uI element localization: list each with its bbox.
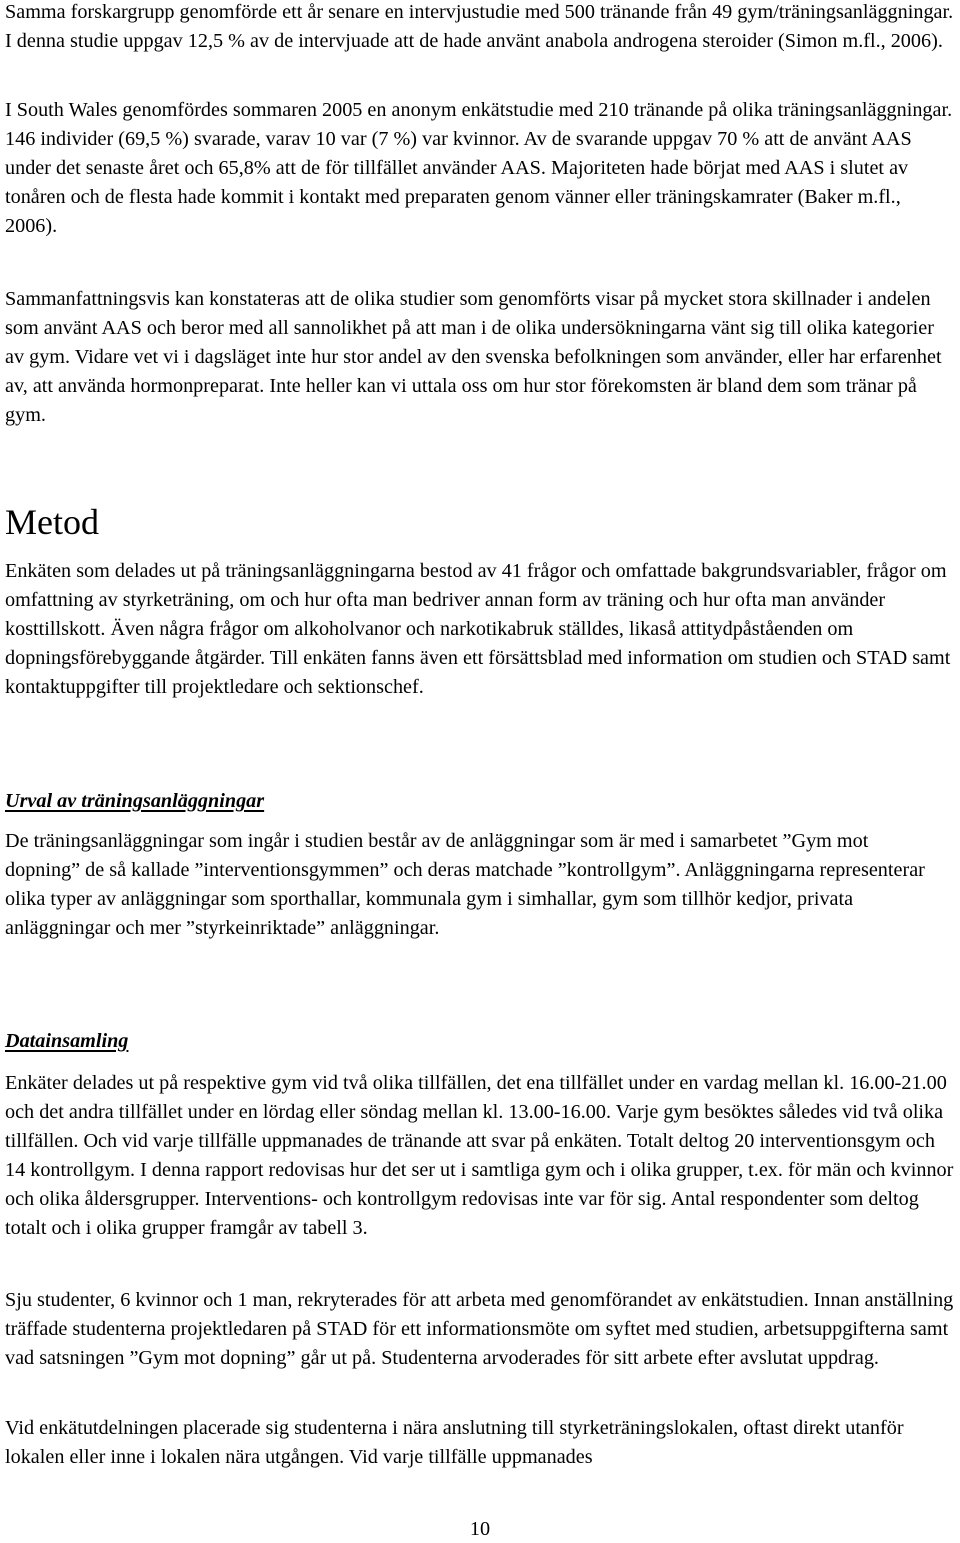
paragraph-survey-description: Enkäten som delades ut på träningsanläggningarna bestod av 41 frågor och omfattade bakgrundsvariabler, frågor om omfattning av styrketräning, om och hur ofta man bedriver annan form av träning och hur ofta man använder kosttillskott. Även några frågor om alkoholvanor och narkotikabruk ställdes, likaså attitydpåståenden om dopningsförebyggande åtgärder. Till enkäten fanns även ett försättsblad med information om studien och STAD samt kontaktuppgifter till projektledare och sektionschef. — [5, 560, 951, 698]
paragraph-distribution: Vid enkätutdelningen placerade sig studenterna i nära anslutning till styrketräningslokalen, oftast direkt utanför lokalen eller inne i lokalen nära utgången. Vid varje tillfälle uppmanades — [5, 1417, 904, 1468]
paragraph-gym-selection: De träningsanläggningar som ingår i studien består av de anläggningar som är med i samarbetet ”Gym mot dopning” de så kallade ”interventionsgymmen” och deras matchade ”kontrollgym”. Anläggningarna representerar olika typer av anläggningar som sporthallar, kommunala gym i simhallar, gym som tillhör kedjor, privata anläggningar och mer ”styrkeinriktade” anläggningar. — [5, 830, 925, 939]
paragraph-students: Sju studenter, 6 kvinnor och 1 man, rekryterades för att arbeta med genomförandet av enkätstudien. Innan anställning träffade studenterna projektledaren på STAD för ett informationsmöte om syftet med studien, arbetsuppgifterna samt vad satsningen ”Gym mot dopning” går ut på. Studenterna arvoderades för sitt arbete efter avslutat uppdrag. — [5, 1289, 954, 1369]
paragraph-data-collection: Enkäter delades ut på respektive gym vid två olika tillfällen, det ena tillfället under en vardag mellan kl. 16.00-21.00 och det andra tillfället under en lördag eller söndag mellan kl. 13.00-16.00. Varje gym besöktes således vid två olika tillfällen. Och vid varje tillfälle uppmanades de tränande att svar på enkäten. Totalt deltog 20 interventionsgym och 14 kontrollgym. I denna rapport redovisas hur det ser ut i samtliga gym och i olika grupper, t.ex. för män och kvinnor och olika åldersgrupper. Interventions- och kontrollgym redovisas inte var för sig. Antal respondenter som deltog totalt och i olika grupper framgår av tabell 3. — [5, 1072, 954, 1239]
section-heading-metod: Metod — [5, 502, 99, 542]
paragraph-summary: Sammanfattningsvis kan konstateras att de olika studier som genomförts visar på mycket stora skillnader i andelen som använt AAS och beror med all sannolikhet på att man i de olika undersökningarna vänt sig till olika kategorier av gym. Vidare vet vi i dagsläget inte hur stor andel av den svenska befolkningen som använder, eller har erfarenhet av, att använda hormonpreparat. Inte heller kan vi uttala oss om hur stor förekomsten är bland dem som tränar på gym. — [5, 288, 942, 426]
paragraph-previous-study: Samma forskargrupp genomförde ett år senare en intervjustudie med 500 tränande från 49 gym/träningsanläggningar. I denna studie uppgav 12,5 % av de intervjuade att de hade använt anabola androgena steroider (Simon m.fl., 2006). — [5, 1, 954, 52]
page-number: 10 — [469, 1518, 491, 1540]
subheading-urval: Urval av träningsanläggningar — [5, 790, 265, 812]
subheading-datainsamling: Datainsamling — [5, 1030, 129, 1052]
paragraph-south-wales-study: I South Wales genomfördes sommaren 2005 en anonym enkätstudie med 210 tränande på olika träningsanläggningar. 146 individer (69,5 %) svarade, varav 10 var (7 %) var kvinnor. Av de svarande uppgav 70 % att de använt AAS under det senaste året och 65,8% att de för tillfället använder AAS. Majoriteten hade börjat med AAS i slutet av tonåren och de flesta hade kommit i kontakt med preparaten genom vänner eller träningskamrater (Baker m.fl., 2006). — [5, 99, 953, 237]
